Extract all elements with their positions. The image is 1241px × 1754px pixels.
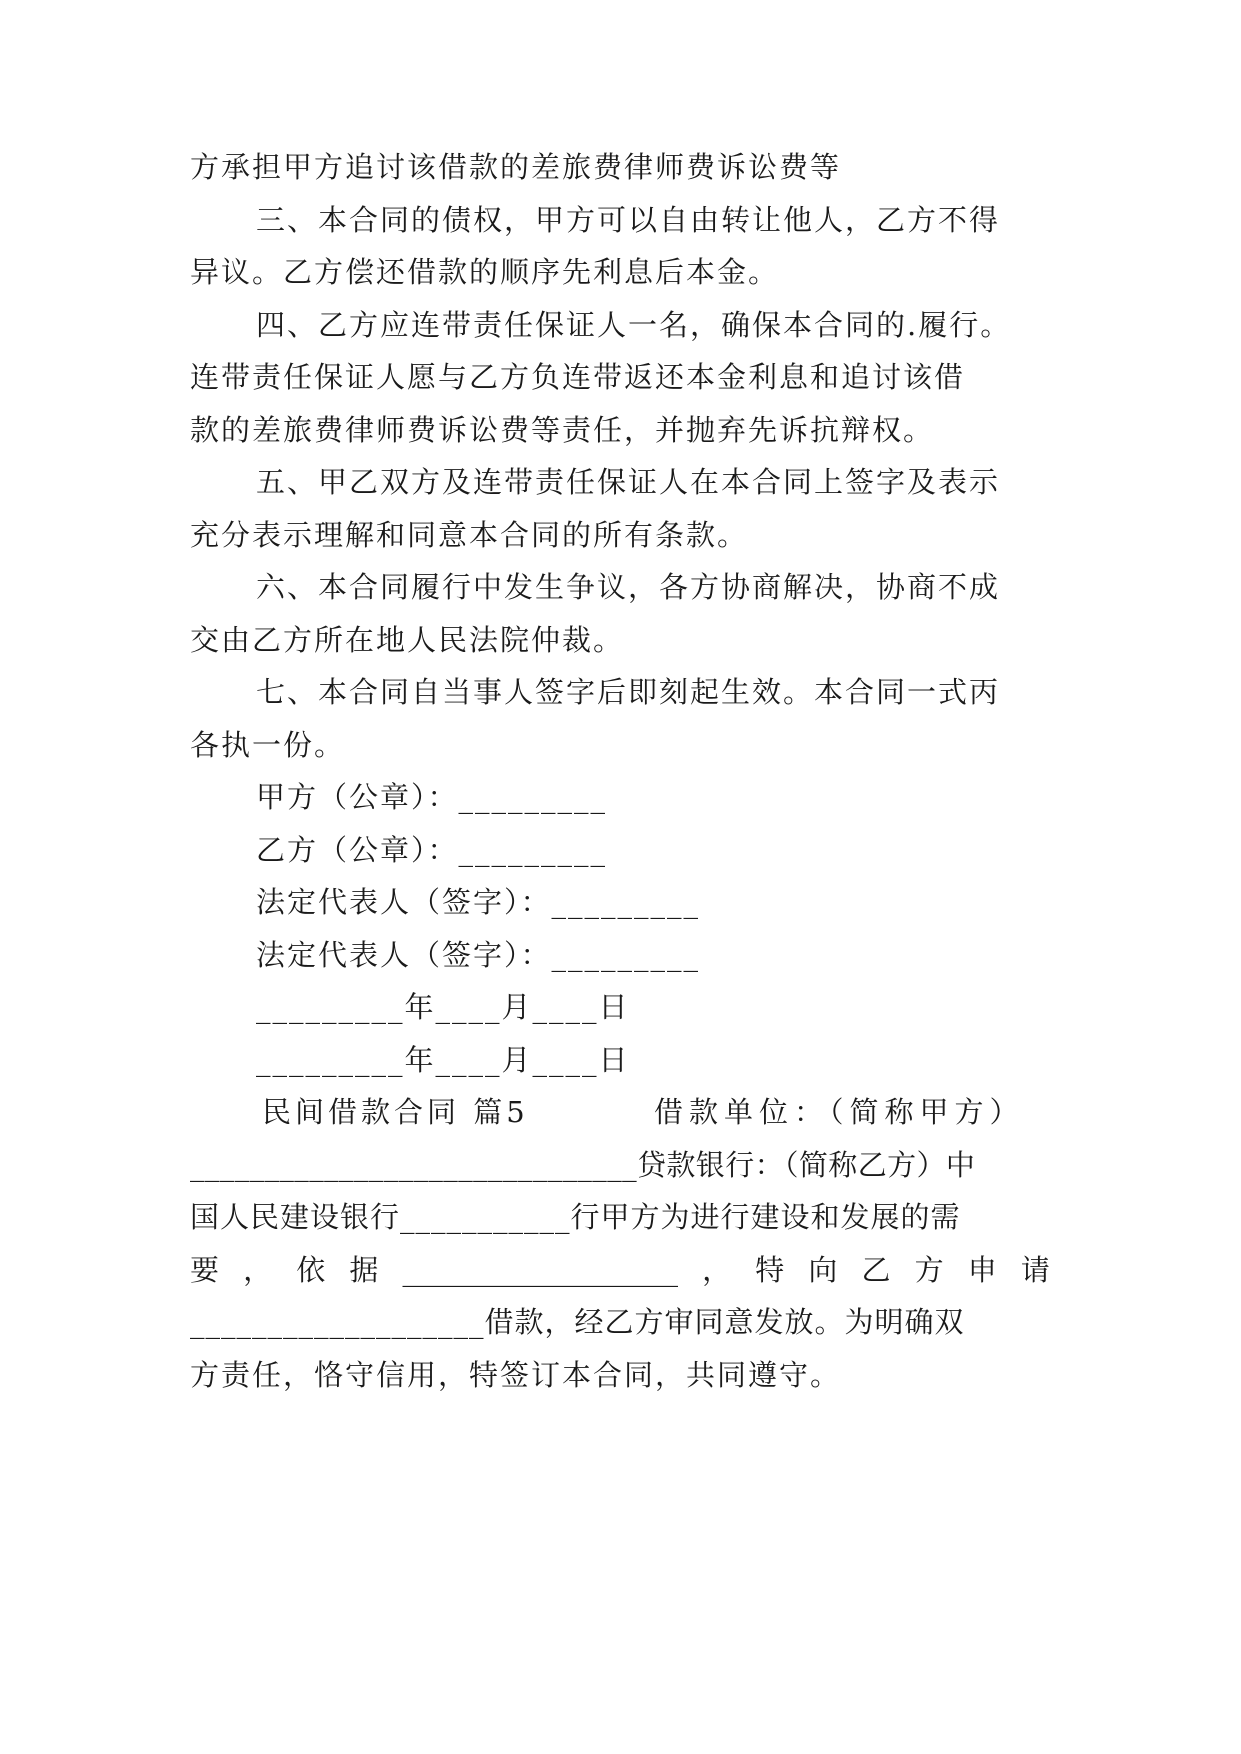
date-line: _________年____月____日 xyxy=(256,1043,630,1077)
text-fragment: 依 xyxy=(296,1253,326,1287)
text-fragment: ， xyxy=(702,1253,732,1287)
application-basis-line xyxy=(190,1250,1050,1290)
text-fragment: 特 xyxy=(755,1253,785,1287)
blank-field: ___________________ xyxy=(402,1253,678,1287)
text-fragment: 方 xyxy=(914,1253,944,1287)
loan-approval-line: ___________________借款，经乙方审同意发放。为明确双 xyxy=(190,1305,965,1339)
text-fragment: 申 xyxy=(967,1253,997,1287)
text-fragment: 向 xyxy=(808,1253,838,1287)
clause-5-line: 充分表示理解和同意本合同的所有条款。 xyxy=(190,518,749,552)
clause-3-line: 异议。乙方偿还借款的顺序先利息后本金。 xyxy=(190,255,780,289)
text-fragment: 乙 xyxy=(861,1253,891,1287)
paragraph-line: 方承担甲方追讨该借款的差旅费律师费诉讼费等 xyxy=(190,150,842,184)
clause-4-line: 款的差旅费律师费诉讼费等责任，并抛弃先诉抗辩权。 xyxy=(190,413,935,447)
borrower-label: 借款单位：（简称甲方） xyxy=(654,1095,1025,1129)
bank-branch-line: 国人民建设银行___________行甲方为进行建设和发展的需 xyxy=(190,1200,961,1234)
section-heading: 民间借款合同 篇5 xyxy=(262,1095,529,1129)
agreement-line: 方责任，恪守信用，特签订本合同，共同遵守。 xyxy=(190,1358,842,1392)
clause-5-line: 五、甲乙双方及连带责任保证人在本合同上签字及表示 xyxy=(256,465,1001,499)
clause-6-line: 交由乙方所在地人民法院仲裁。 xyxy=(190,623,625,657)
party-b-seal-line: 乙方（公章）：_________ xyxy=(256,833,608,867)
text-fragment: 请 xyxy=(1020,1253,1050,1287)
clause-4-line: 连带责任保证人愿与乙方负连带返还本金利息和追讨该借 xyxy=(190,360,966,394)
clause-3-line: 三、本合同的债权，甲方可以自由转让他人，乙方不得 xyxy=(256,203,1001,237)
text-fragment: 要 xyxy=(190,1253,220,1287)
legal-rep-signature-line: 法定代表人（签字）：_________ xyxy=(256,885,701,919)
clause-7-line: 七、本合同自当事人签字后即刻起生效。本合同一式丙 xyxy=(256,675,1001,709)
clause-7-line: 各执一份。 xyxy=(190,728,346,762)
date-line: _________年____月____日 xyxy=(256,990,630,1024)
text-fragment: ， xyxy=(243,1253,273,1287)
lender-bank-line: ______________________________贷款银行：（简称乙方）中 xyxy=(190,1148,976,1182)
text-fragment: 据 xyxy=(349,1253,379,1287)
clause-4-line: 四、乙方应连带责任保证人一名，确保本合同的.履行。 xyxy=(256,308,1012,342)
legal-rep-signature-line: 法定代表人（签字）：_________ xyxy=(256,938,701,972)
party-a-seal-line: 甲方（公章）：_________ xyxy=(256,780,608,814)
clause-6-line: 六、本合同履行中发生争议，各方协商解决，协商不成 xyxy=(256,570,1001,604)
